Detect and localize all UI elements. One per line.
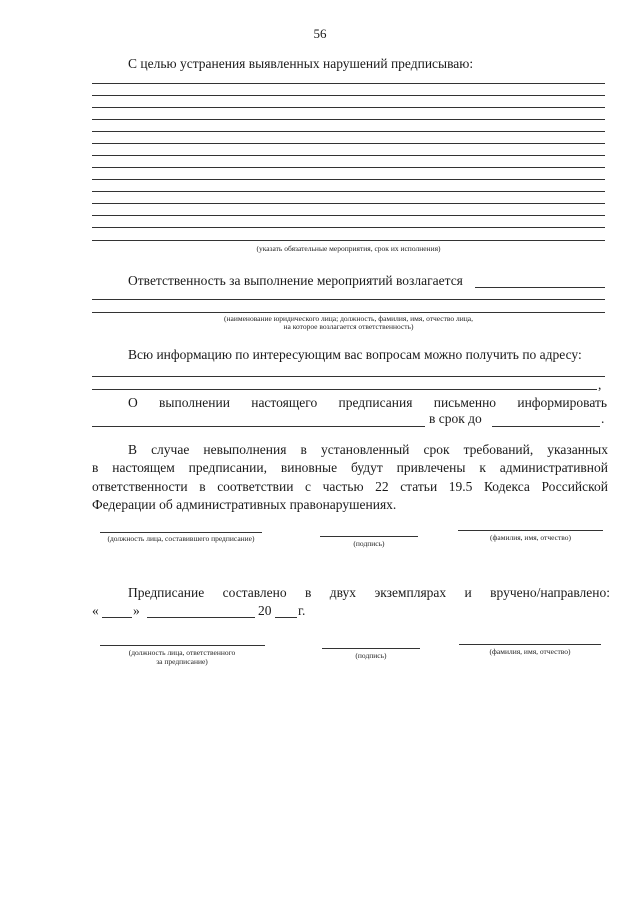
liability-line: Федерации об административных правонарушениях. <box>92 497 397 513</box>
responsibility-inline-line[interactable] <box>475 287 605 288</box>
responsibility-text: Ответственность за выполнение мероприятий возлагается <box>128 273 463 288</box>
notify-word: выполнении <box>159 395 230 410</box>
close-quote: » <box>133 603 140 618</box>
prescription-line[interactable] <box>92 119 605 120</box>
prescription-line[interactable] <box>92 203 605 204</box>
liability-line: В случае невыполнения в установленный срок требований, указанных <box>128 442 608 457</box>
responsibility-line[interactable] <box>92 312 605 313</box>
prescription-heading: С целью устранения выявленных нарушений предписываю: <box>128 56 474 71</box>
responsibility-caption-1: (наименование юридического лица; должность, фамилия, имя, отчество лица, <box>224 314 473 323</box>
year-prefix: 20 <box>258 603 272 618</box>
info-text: Всю информацию по интересующим вас вопросам можно получить по адресу: <box>128 347 582 362</box>
day-line[interactable] <box>102 617 132 618</box>
prescription-line[interactable] <box>92 131 605 132</box>
prescription-line[interactable] <box>92 143 605 144</box>
name-line[interactable] <box>459 644 601 645</box>
notify-word: О <box>128 395 138 410</box>
prescription-line[interactable] <box>92 107 605 108</box>
issued-word: и <box>464 585 472 600</box>
deadline-period: . <box>601 411 605 426</box>
year-suffix: г. <box>298 603 306 618</box>
address-line[interactable] <box>92 389 597 390</box>
notify-word: настоящего <box>251 395 318 410</box>
deadline-line[interactable] <box>492 426 600 427</box>
responsibility-line[interactable] <box>92 299 605 300</box>
prescription-line[interactable] <box>92 167 605 168</box>
name-caption: (фамилия, имя, отчество) <box>490 533 571 542</box>
prescription-line[interactable] <box>92 95 605 96</box>
issued-word: составлено <box>222 585 287 600</box>
notify-word: информировать <box>517 395 608 410</box>
prescription-line[interactable] <box>92 155 605 156</box>
prescription-line[interactable] <box>92 83 605 84</box>
signature-line[interactable] <box>320 536 418 537</box>
responsible-caption-1: (должность лица, ответственного <box>128 648 236 657</box>
prescription-line[interactable] <box>92 227 605 228</box>
position-signature-line[interactable] <box>100 532 262 533</box>
issued-word: Предписание <box>128 585 205 600</box>
responsible-caption-2: за предписание) <box>156 657 208 666</box>
notify-text <box>128 395 607 411</box>
signature-caption: (подпись) <box>353 539 385 548</box>
liability-line: в настоящем предписании, виновные будут привлечены к административной <box>92 460 608 476</box>
responsibility-caption-2: на которое возлагается ответственность) <box>283 322 414 331</box>
address-line[interactable] <box>92 376 605 377</box>
prescription-line[interactable] <box>92 191 605 192</box>
prescription-caption: (указать обязательные мероприятия, срок их исполнения) <box>256 244 441 253</box>
responsible-position-line[interactable] <box>100 645 265 646</box>
signature-caption: (подпись) <box>355 651 387 660</box>
signature-line[interactable] <box>322 648 420 649</box>
liability-line: ответственности в соответствии с частью 22 статьи 19.5 Кодекса Российской <box>92 478 608 494</box>
prescription-line[interactable] <box>92 240 605 241</box>
name-line[interactable] <box>458 530 603 531</box>
notify-word: письменно <box>433 395 497 410</box>
name-caption: (фамилия, имя, отчество) <box>489 647 571 656</box>
liability-paragraph <box>92 441 608 515</box>
open-quote: « <box>92 603 99 618</box>
year-line[interactable] <box>275 617 297 618</box>
address-comma: , <box>598 377 602 392</box>
deadline-label: в срок до <box>429 411 482 426</box>
issued-text <box>128 585 610 601</box>
position-caption: (должность лица, составившего предписание) <box>107 534 255 543</box>
issued-word: экземплярах <box>374 585 447 600</box>
issued-word: вручено/направлено: <box>490 585 610 600</box>
page-number: 56 <box>313 26 327 41</box>
notify-line[interactable] <box>92 426 425 427</box>
issued-word: в <box>305 585 312 600</box>
issued-word: двух <box>329 585 357 600</box>
prescription-line[interactable] <box>92 179 605 180</box>
month-line[interactable] <box>147 617 255 618</box>
prescription-line[interactable] <box>92 215 605 216</box>
notify-word: предписания <box>338 395 413 410</box>
